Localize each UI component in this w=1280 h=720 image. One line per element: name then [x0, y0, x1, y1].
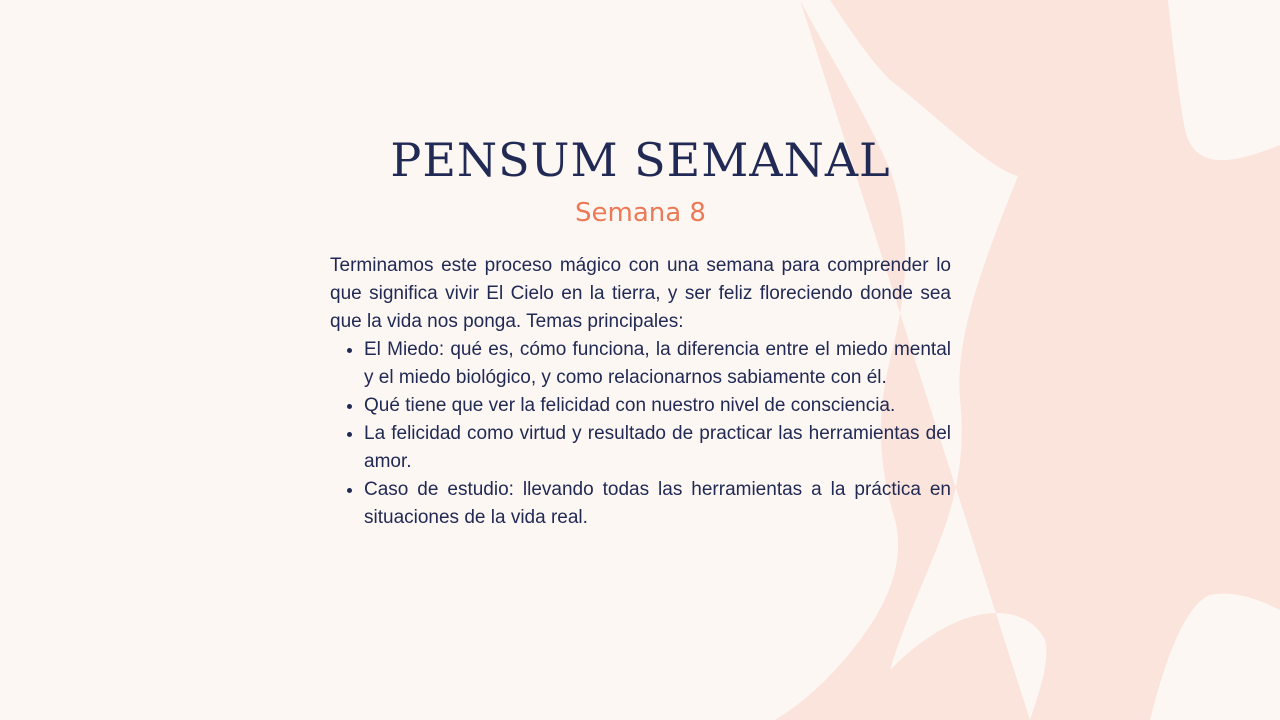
topics-list	[330, 336, 951, 532]
slide-title: PENSUM SEMANAL	[390, 133, 891, 187]
list-item: • Qué tiene que ver la felicidad con nuestro nivel de consciencia.	[364, 392, 951, 420]
slide-content	[330, 128, 951, 532]
intro-paragraph: Terminamos este proceso mágico con una semana para comprender lo que significa vivir El Cielo en la tierra, y ser feliz floreciendo donde sea que la vida nos ponga. Temas principales:	[330, 255, 951, 332]
list-item: • La felicidad como virtud y resultado de practicar las herramientas del amor.	[364, 420, 951, 476]
list-item: • El Miedo: qué es, cómo funciona, la diferencia entre el miedo mental y el miedo biológico, y como relacionarnos sabiamente con él.	[364, 336, 951, 392]
list-item: • Caso de estudio: llevando todas las herramientas a la práctica en situaciones de la vida real.	[364, 476, 951, 532]
slide-subtitle: Semana 8	[575, 198, 706, 228]
